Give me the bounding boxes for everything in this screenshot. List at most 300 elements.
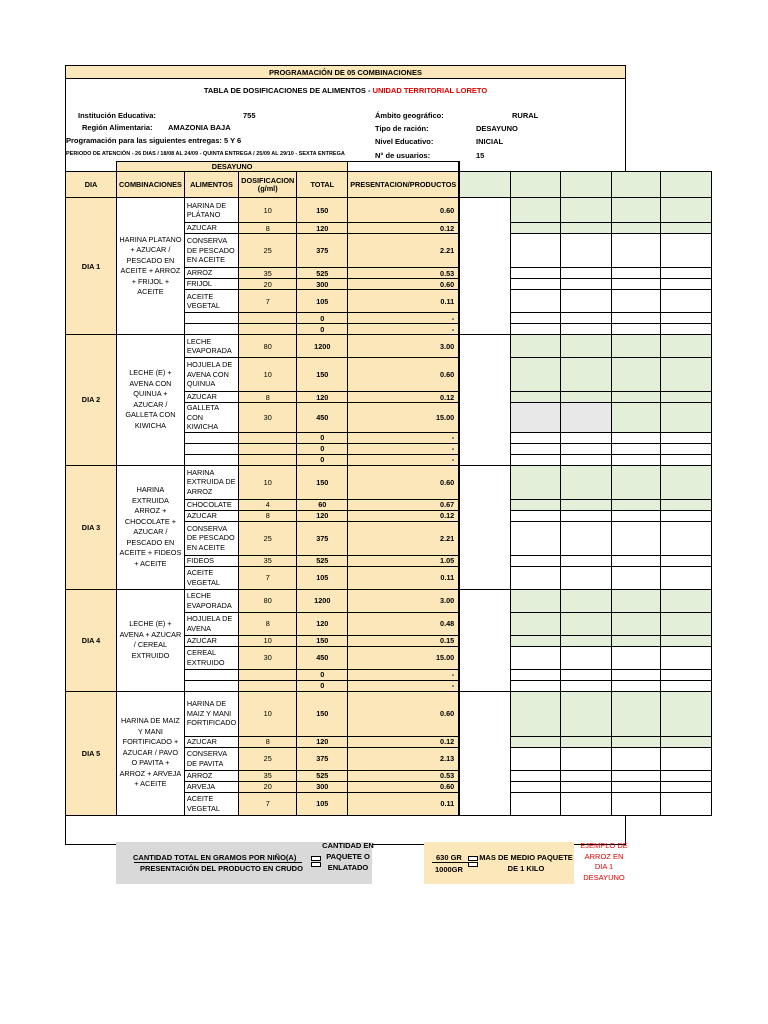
food-cell <box>184 680 238 691</box>
day-label: DIA 4 <box>66 589 117 691</box>
dosification-cell <box>239 313 297 324</box>
presentation-cell: 0.15 <box>348 635 459 646</box>
total-cell: 150 <box>297 691 348 736</box>
food-cell: HOJUELA DE AVENA <box>184 612 238 635</box>
header-total: TOTAL <box>297 172 348 198</box>
side-cell <box>660 499 711 510</box>
side-cell <box>611 358 660 392</box>
side-cell <box>611 443 660 454</box>
side-cell <box>611 680 660 691</box>
food-cell: ACEITE VEGETAL <box>184 566 238 589</box>
side-cell <box>560 223 611 234</box>
side-cell <box>660 691 711 736</box>
side-cell <box>660 680 711 691</box>
side-cell <box>560 335 611 358</box>
total-cell: 60 <box>297 499 348 510</box>
total-cell: 120 <box>297 510 348 521</box>
side-cell <box>510 223 560 234</box>
side-cell <box>560 792 611 815</box>
dosification-cell: 35 <box>239 555 297 566</box>
food-cell: FIDEOS <box>184 555 238 566</box>
side-cell <box>560 510 611 521</box>
side-cell <box>660 403 711 433</box>
side-cell <box>660 234 711 268</box>
total-cell: 0 <box>297 669 348 680</box>
blank-cell <box>459 198 510 335</box>
dosification-cell: 8 <box>239 736 297 747</box>
side-cell <box>560 736 611 747</box>
side-cell <box>510 612 560 635</box>
presentation-cell: 0.12 <box>348 736 459 747</box>
side-cell <box>510 335 560 358</box>
header-dosificacion: DOSIFICACION (g/ml) <box>239 172 297 198</box>
food-cell: ACEITE VEGETAL <box>184 792 238 815</box>
side-cell <box>660 443 711 454</box>
nivel-label: Nivel Educativo: <box>375 137 434 146</box>
region-label: Región Alimentaria: <box>82 123 153 132</box>
side-cell <box>510 358 560 392</box>
side-cell <box>510 635 560 646</box>
food-cell: CHOCOLATE <box>184 499 238 510</box>
side-cell <box>611 521 660 555</box>
example-result: MAS DE MEDIO PAQUETE DE 1 KILO <box>479 853 573 873</box>
day-label: DIA 5 <box>66 691 117 815</box>
dosification-cell <box>239 324 297 335</box>
presentation-cell: 0.53 <box>348 770 459 781</box>
dosification-cell: 8 <box>239 392 297 403</box>
presentation-cell: 0.60 <box>348 358 459 392</box>
side-cell <box>510 669 560 680</box>
side-cell <box>510 454 560 465</box>
side-cell <box>510 465 560 499</box>
footer-line-1: CANTIDAD TOTAL EN GRAMOS POR NIÑO(A) <box>133 853 297 862</box>
total-cell: 375 <box>297 234 348 268</box>
food-cell: CEREAL EXTRUIDO <box>184 646 238 669</box>
usuarios-value: 15 <box>476 151 485 160</box>
total-cell: 375 <box>297 747 348 770</box>
total-cell: 0 <box>297 324 348 335</box>
dosification-cell: 10 <box>239 635 297 646</box>
side-cell <box>510 198 560 223</box>
food-cell: FRIJOL <box>184 279 238 290</box>
presentation-cell: - <box>348 324 459 335</box>
dosification-cell <box>239 454 297 465</box>
total-cell: 150 <box>297 358 348 392</box>
table-row <box>66 589 712 612</box>
table-row <box>66 335 712 358</box>
side-cell <box>660 290 711 313</box>
food-cell: AZUCAR <box>184 223 238 234</box>
tipo-value: DESAYUNO <box>476 124 518 133</box>
total-cell: 120 <box>297 223 348 234</box>
food-cell: HARINA DE MAIZ Y MANI FORTIFICADO <box>184 691 238 736</box>
food-cell: CONSERVA DE PESCADO EN ACEITE <box>184 521 238 555</box>
side-cell <box>611 290 660 313</box>
footer-divider <box>134 862 302 863</box>
dosification-cell: 8 <box>239 612 297 635</box>
presentation-cell: - <box>348 313 459 324</box>
side-cell <box>611 792 660 815</box>
side-cell <box>510 510 560 521</box>
side-cell <box>560 555 611 566</box>
side-cell <box>560 589 611 612</box>
presentation-cell: 3.00 <box>348 335 459 358</box>
side-cell <box>560 680 611 691</box>
presentation-cell: - <box>348 443 459 454</box>
side-cell <box>660 324 711 335</box>
header-combinaciones: COMBINACIONES <box>117 172 185 198</box>
presentation-cell: 2.21 <box>348 521 459 555</box>
header-dia: DIA <box>66 172 117 198</box>
dosification-cell: 35 <box>239 268 297 279</box>
food-cell: LECHE EVAPORADA <box>184 589 238 612</box>
side-cell <box>560 234 611 268</box>
side-cell <box>560 465 611 499</box>
equals-icon-lower <box>311 862 321 867</box>
presentation-cell: - <box>348 432 459 443</box>
page-title: PROGRAMACIÓN DE 05 COMBINACIONES <box>65 65 626 79</box>
side-cell <box>510 792 560 815</box>
side-cell <box>611 781 660 792</box>
example-numerator: 630 GR <box>436 853 462 862</box>
side-cell <box>510 589 560 612</box>
presentation-cell: 0.48 <box>348 612 459 635</box>
institucion-value: 755 <box>243 111 256 120</box>
side-cell <box>611 736 660 747</box>
side-cell <box>660 747 711 770</box>
blank-cell <box>459 465 510 589</box>
presentation-cell: 2.13 <box>348 747 459 770</box>
table-row <box>66 465 712 499</box>
side-cell <box>611 279 660 290</box>
food-cell: HARINA EXTRUIDA DE ARROZ <box>184 465 238 499</box>
side-cell <box>510 279 560 290</box>
periodo-text: PERIODO DE ATENCIÓN - 26 DIAS / 18/08 AL 24/09 - QUINTA ENTREGA / 25/09 AL 29/10 - SEXTA ENTREGA <box>66 151 345 157</box>
nivel-value: INICIAL <box>476 137 504 146</box>
presentation-cell: 0.60 <box>348 465 459 499</box>
ambito-value: RURAL <box>512 111 539 120</box>
food-cell: HOJUELA DE AVENA CON QUINUA <box>184 358 238 392</box>
dosification-cell: 30 <box>239 646 297 669</box>
side-cell <box>510 555 560 566</box>
side-cell <box>560 770 611 781</box>
food-cell: AZUCAR <box>184 736 238 747</box>
dosification-cell: 10 <box>239 465 297 499</box>
presentation-cell: 0.67 <box>348 499 459 510</box>
dosification-cell: 7 <box>239 290 297 313</box>
combination-text: LECHE (E) + AVENA CON QUINUA + AZUCAR / GALLETA CON KIWICHA <box>117 335 185 466</box>
side-cell <box>560 454 611 465</box>
presentation-cell: 0.60 <box>348 279 459 290</box>
side-cell <box>660 612 711 635</box>
presentation-cell: 0.12 <box>348 223 459 234</box>
side-cell <box>611 313 660 324</box>
side-cell <box>510 691 560 736</box>
total-cell: 525 <box>297 555 348 566</box>
side-cell <box>611 770 660 781</box>
total-cell: 120 <box>297 736 348 747</box>
total-cell: 0 <box>297 443 348 454</box>
side-cell <box>611 234 660 268</box>
side-cell <box>660 521 711 555</box>
side-cell <box>510 521 560 555</box>
side-cell <box>560 646 611 669</box>
dosification-cell <box>239 443 297 454</box>
side-cell <box>560 268 611 279</box>
side-cell <box>560 566 611 589</box>
food-cell <box>184 443 238 454</box>
total-cell: 105 <box>297 566 348 589</box>
dosification-cell <box>239 432 297 443</box>
side-cell <box>560 358 611 392</box>
side-cell <box>660 465 711 499</box>
side-cell <box>560 198 611 223</box>
dosification-table <box>65 161 712 816</box>
dosification-cell <box>239 669 297 680</box>
side-cell <box>660 589 711 612</box>
total-cell: 120 <box>297 392 348 403</box>
presentation-cell: 0.60 <box>348 198 459 223</box>
total-cell: 450 <box>297 403 348 433</box>
side-cell <box>660 770 711 781</box>
dosification-cell <box>239 680 297 691</box>
food-cell: AZUCAR <box>184 510 238 521</box>
side-cell <box>611 335 660 358</box>
side-cell <box>611 669 660 680</box>
side-cell <box>611 646 660 669</box>
blank-cell <box>459 335 510 466</box>
day-label: DIA 2 <box>66 335 117 466</box>
presentation-cell: - <box>348 454 459 465</box>
dosification-cell: 25 <box>239 521 297 555</box>
programacion-label: Programación para las siguientes entregas: 5 Y 6 <box>66 136 242 145</box>
side-cell <box>560 324 611 335</box>
presentation-cell: - <box>348 669 459 680</box>
side-cell <box>611 198 660 223</box>
presentation-cell: - <box>348 680 459 691</box>
section-header: DESAYUNO <box>117 162 348 172</box>
footer-line-2: PRESENTACIÓN DEL PRODUCTO EN CRUDO <box>140 864 303 873</box>
usuarios-label: N° de usuarios: <box>375 151 431 160</box>
side-cell <box>611 392 660 403</box>
total-cell: 0 <box>297 313 348 324</box>
example-denominator: 1000GR <box>435 865 463 874</box>
dosification-cell: 8 <box>239 223 297 234</box>
side-cell <box>560 290 611 313</box>
total-cell: 1200 <box>297 589 348 612</box>
equals-icon-example-lower <box>468 862 478 867</box>
presentation-cell: 0.12 <box>348 392 459 403</box>
side-cell <box>660 635 711 646</box>
dosification-cell: 20 <box>239 781 297 792</box>
header-presentacion: PRESENTACION/PRODUCTOS <box>348 172 459 198</box>
total-cell: 525 <box>297 770 348 781</box>
table-row <box>66 691 712 736</box>
dosification-cell: 7 <box>239 566 297 589</box>
combination-text: LECHE (E) + AVENA + AZUCAR / CEREAL EXTRUIDO <box>117 589 185 691</box>
presentation-cell: 1.05 <box>348 555 459 566</box>
presentation-cell: 15.00 <box>348 646 459 669</box>
side-cell <box>560 443 611 454</box>
side-cell <box>611 324 660 335</box>
side-cell <box>510 646 560 669</box>
day-label: DIA 3 <box>66 465 117 589</box>
side-cell <box>611 589 660 612</box>
total-cell: 525 <box>297 268 348 279</box>
side-cell <box>510 403 560 433</box>
side-cell <box>560 747 611 770</box>
dosification-cell: 25 <box>239 747 297 770</box>
side-cell <box>660 279 711 290</box>
side-cell <box>510 290 560 313</box>
blank-cell <box>459 589 510 691</box>
side-cell <box>510 268 560 279</box>
equals-icon <box>311 856 321 861</box>
side-cell <box>510 234 560 268</box>
food-cell: ARVEJA <box>184 781 238 792</box>
total-cell: 300 <box>297 279 348 290</box>
side-cell <box>510 432 560 443</box>
side-cell <box>510 680 560 691</box>
food-cell: CONSERVA DE PESCADO EN ACEITE <box>184 234 238 268</box>
presentation-cell: 0.53 <box>348 268 459 279</box>
dosification-cell: 80 <box>239 589 297 612</box>
dosification-cell: 8 <box>239 510 297 521</box>
side-cell <box>510 747 560 770</box>
side-cell <box>660 510 711 521</box>
side-cell <box>611 555 660 566</box>
total-cell: 150 <box>297 198 348 223</box>
tipo-label: Tipo de ración: <box>375 124 429 133</box>
table-row <box>66 198 712 223</box>
total-cell: 300 <box>297 781 348 792</box>
presentation-cell: 0.60 <box>348 691 459 736</box>
food-cell: ACEITE VEGETAL <box>184 290 238 313</box>
side-cell <box>660 358 711 392</box>
dosification-cell: 25 <box>239 234 297 268</box>
side-cell <box>560 781 611 792</box>
food-cell: ARROZ <box>184 770 238 781</box>
combination-text: HARINA DE MAIZ Y MANI FORTIFICADO + AZUCAR / PAVO O PAVITA + ARROZ + ARVEJA + ACEITE <box>117 691 185 815</box>
side-cell <box>510 392 560 403</box>
dosification-cell: 4 <box>239 499 297 510</box>
side-cell <box>660 223 711 234</box>
side-cell <box>560 499 611 510</box>
side-cell <box>611 403 660 433</box>
presentation-cell: 0.11 <box>348 290 459 313</box>
food-cell <box>184 313 238 324</box>
dosification-cell: 20 <box>239 279 297 290</box>
food-cell: AZUCAR <box>184 392 238 403</box>
side-cell <box>560 669 611 680</box>
food-cell: ARROZ <box>184 268 238 279</box>
day-label: DIA 1 <box>66 198 117 335</box>
side-cell <box>660 736 711 747</box>
dosification-cell: 80 <box>239 335 297 358</box>
side-cell <box>611 747 660 770</box>
side-cell <box>611 691 660 736</box>
side-cell <box>660 646 711 669</box>
food-cell: LECHE EVAPORADA <box>184 335 238 358</box>
total-cell: 105 <box>297 792 348 815</box>
food-cell: HARINA DE PLÁTANO <box>184 198 238 223</box>
total-cell: 0 <box>297 454 348 465</box>
page-subtitle <box>65 86 626 95</box>
dosification-cell: 10 <box>239 198 297 223</box>
dosification-cell: 35 <box>239 770 297 781</box>
side-cell <box>560 691 611 736</box>
side-cell <box>611 454 660 465</box>
side-cell <box>660 432 711 443</box>
side-cell <box>660 313 711 324</box>
side-cell <box>660 268 711 279</box>
side-cell <box>560 279 611 290</box>
total-cell: 120 <box>297 612 348 635</box>
side-cell <box>611 612 660 635</box>
side-cell <box>611 635 660 646</box>
side-cell <box>660 781 711 792</box>
subtitle-prefix: TABLA DE DOSIFICACIONES DE ALIMENTOS - <box>203 86 373 95</box>
example-divider <box>432 862 470 863</box>
side-cell <box>660 669 711 680</box>
total-cell: 450 <box>297 646 348 669</box>
total-cell: 150 <box>297 635 348 646</box>
side-cell <box>560 635 611 646</box>
side-cell <box>560 432 611 443</box>
side-cell <box>560 313 611 324</box>
example-note: EJEMPLO DE ARROZ EN DIA 1 DESAYUNO <box>580 841 628 882</box>
header-alimentos: ALIMENTOS <box>184 172 238 198</box>
institucion-label: Institución Educativa: <box>78 111 156 120</box>
food-cell: GALLETA CON KIWICHA <box>184 403 238 433</box>
food-cell <box>184 454 238 465</box>
subtitle-unit: UNIDAD TERRITORIAL LORETO <box>372 86 488 95</box>
total-cell: 375 <box>297 521 348 555</box>
presentation-cell: 2.21 <box>348 234 459 268</box>
side-cell <box>611 499 660 510</box>
side-cell <box>611 223 660 234</box>
side-cell <box>660 566 711 589</box>
side-cell <box>611 465 660 499</box>
food-cell <box>184 432 238 443</box>
side-cell <box>510 736 560 747</box>
presentation-cell: 0.60 <box>348 781 459 792</box>
dosification-cell: 10 <box>239 691 297 736</box>
side-cell <box>560 612 611 635</box>
side-cell <box>660 335 711 358</box>
side-cell <box>660 454 711 465</box>
side-cell <box>510 566 560 589</box>
dosification-cell: 10 <box>239 358 297 392</box>
food-cell <box>184 324 238 335</box>
food-cell: AZUCAR <box>184 635 238 646</box>
equals-icon-example <box>468 856 478 861</box>
food-cell <box>184 669 238 680</box>
side-cell <box>611 510 660 521</box>
combination-text: HARINA EXTRUIDA ARROZ + CHOCOLATE + AZUCAR / PESCADO EN ACEITE + FIDEOS + ACEITE <box>117 465 185 589</box>
side-cell <box>510 770 560 781</box>
ambito-label: Ámbito geográfico: <box>375 111 444 120</box>
dosification-cell: 7 <box>239 792 297 815</box>
total-cell: 105 <box>297 290 348 313</box>
total-cell: 1200 <box>297 335 348 358</box>
side-cell <box>560 392 611 403</box>
total-cell: 0 <box>297 432 348 443</box>
side-cell <box>611 432 660 443</box>
total-cell: 0 <box>297 680 348 691</box>
presentation-cell: 15.00 <box>348 403 459 433</box>
presentation-cell: 0.12 <box>348 510 459 521</box>
